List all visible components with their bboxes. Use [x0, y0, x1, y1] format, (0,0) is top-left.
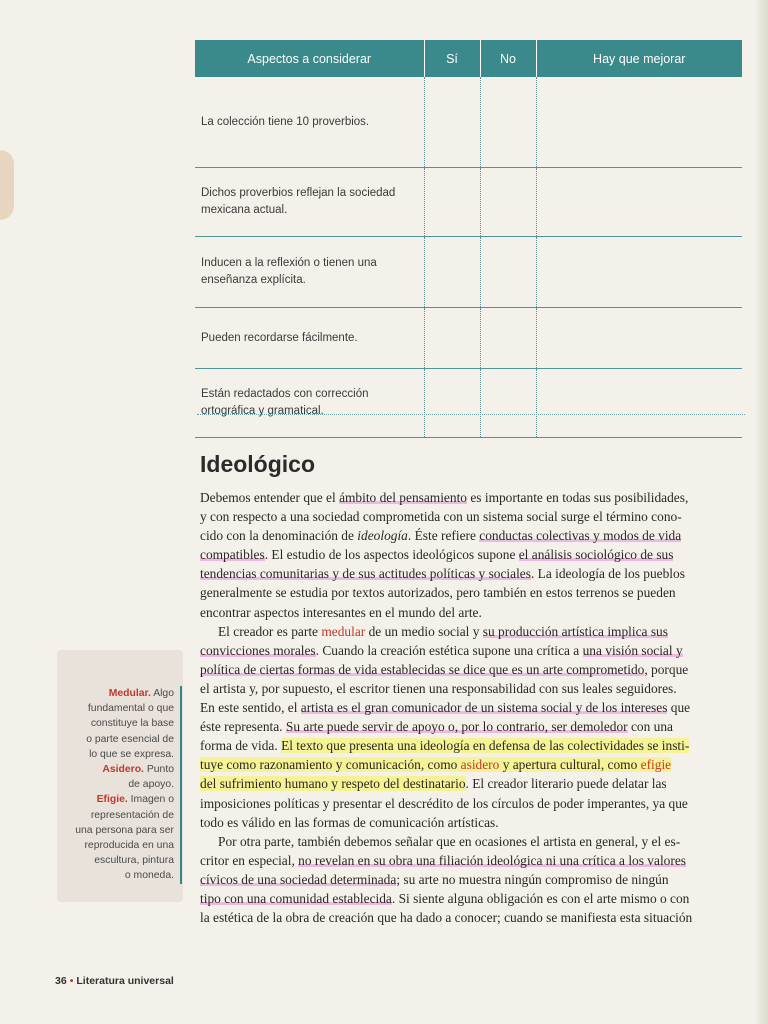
highlighted-text: el análisis sociológico de sus	[518, 547, 674, 563]
text-run: . El estudio de los aspectos ideológicos supone	[264, 547, 519, 563]
yes-cell[interactable]	[424, 369, 480, 438]
text-run: . Cuando la creación estética supone una crítica a	[315, 642, 583, 658]
text-run: de un medio social y	[365, 623, 483, 639]
text-run: forma de vida.	[200, 738, 282, 754]
highlighted-text: ámbito del pensamiento	[339, 490, 467, 505]
text-line	[200, 794, 752, 813]
highlighted-text: tuye como razonamiento y comunicación, como	[200, 757, 461, 773]
text-line	[200, 603, 752, 622]
body-text	[200, 488, 752, 927]
text-line	[200, 488, 752, 507]
highlighted-text: del sufrimiento humano y respeto del destinatario	[200, 776, 466, 792]
text-line	[200, 583, 752, 602]
text-run: con una	[627, 719, 673, 735]
text-run: que	[667, 700, 691, 716]
glossary-link[interactable]: asidero	[460, 757, 500, 773]
glossary-link[interactable]: medular	[321, 623, 366, 639]
highlighted-text: política de ciertas formas de vida establecidas se dice que es un	[200, 661, 543, 677]
text-run: . La ideología de los pueblos	[530, 566, 685, 582]
text-line	[200, 545, 752, 564]
text-run: generalmente se estudia por textos autorizados, pero también en estos terrenos se pueden	[200, 585, 676, 601]
page-footer	[55, 975, 174, 987]
text-run: todo es válido en las formas de comunicación artísticas.	[200, 814, 499, 830]
text-line	[200, 832, 752, 851]
text-run: es importante en todas sus posibilidades,	[467, 490, 689, 505]
glossary-entry-asidero	[62, 762, 174, 792]
highlighted-text: El texto que presenta una ideología en defensa de las colectividades se insti-	[281, 738, 690, 754]
text-run: Por otra parte, también debemos señalar que en ocasiones el artista en general, y el es-	[218, 833, 681, 849]
glossary-def: escultura, pintura	[94, 855, 174, 867]
footer-bullet: •	[69, 975, 74, 987]
text-run: la estética de la obra de creación que ha dado a conocer; cuando se manifiesta esta situación	[200, 910, 693, 926]
highlighted-text: artista es el gran comunicador de un sistema social y de los intereses	[300, 700, 668, 716]
aspect-text-line: enseñanza explícita.	[201, 274, 306, 286]
improve-cell[interactable]	[536, 369, 742, 438]
header-no: No	[480, 40, 536, 77]
text-run: critor en especial,	[200, 852, 299, 868]
table-row	[195, 237, 742, 308]
text-line	[200, 641, 752, 660]
improve-cell[interactable]	[536, 168, 742, 237]
section-title: Ideológico	[200, 451, 315, 477]
text-run: imposiciones políticas y presentar el descrédito de los círculos de poder imperantes, ya que	[200, 795, 688, 811]
text-line	[200, 755, 752, 774]
yes-cell[interactable]	[424, 77, 480, 168]
text-run: En este sentido, el	[200, 700, 301, 716]
glossary-def: reproducida en una	[84, 840, 174, 852]
glossary-def: una persona para ser	[75, 824, 174, 836]
glossary-entry-efigie	[62, 792, 174, 883]
text-line	[200, 717, 752, 736]
no-cell[interactable]	[480, 77, 536, 168]
text-line	[200, 908, 752, 927]
text-line	[200, 813, 752, 832]
header-yes: Sí	[424, 40, 480, 77]
aspect-text-line: Inducen a la reflexión o tienen una	[201, 257, 377, 269]
glossary-def: representación de	[90, 809, 174, 821]
aspect-text-line: mexicana actual.	[201, 204, 288, 216]
no-cell[interactable]	[480, 237, 536, 308]
aspect-text-line: Están redactados con corrección	[201, 388, 369, 400]
text-line	[200, 870, 752, 889]
text-line	[200, 526, 752, 545]
text-run: éste representa.	[200, 719, 286, 735]
text-run: encontrar aspectos interesantes en el mundo del arte.	[200, 604, 482, 620]
table-header-row	[195, 40, 742, 77]
text-line	[200, 698, 752, 717]
highlighted-text: y apertura cultural, como	[499, 757, 641, 773]
table-row	[195, 168, 742, 237]
glossary-def: Imagen o	[127, 794, 174, 806]
yes-cell[interactable]	[424, 237, 480, 308]
highlighted-text: compatibles	[200, 547, 265, 563]
book-title: Literatura universal	[76, 975, 174, 987]
aspect-text: Pueden recordarse fácilmente.	[201, 331, 358, 344]
aspect-cell	[195, 308, 424, 369]
text-line	[200, 564, 752, 583]
highlighted-text: cívicos de una sociedad determinada	[200, 871, 397, 887]
text-line	[200, 851, 752, 870]
highlighted-text: tendencias comunitarias y de sus actitudes políticas y sociales	[200, 566, 531, 582]
highlighted-text: su producción artística implica sus	[482, 623, 668, 639]
page-edge	[754, 0, 768, 1024]
highlighted-text: Su arte puede servir de apoyo o, por lo contrario, ser demoledor	[285, 719, 628, 735]
checklist-table	[195, 40, 742, 438]
page-stain	[0, 150, 14, 220]
glossary-def: de apoyo.	[128, 779, 174, 791]
improve-cell[interactable]	[536, 237, 742, 308]
yes-cell[interactable]	[424, 168, 480, 237]
highlighted-text: no revelan en su obra una filiación ideológica ni una crítica a los valores	[298, 852, 686, 868]
italic-term: ideología	[357, 528, 408, 544]
glossary-term: Medular.	[108, 688, 151, 699]
text-line	[200, 660, 752, 679]
text-run: cido con la denominación de	[200, 528, 358, 544]
aspect-cell	[195, 237, 424, 308]
glossary-def: Algo	[150, 688, 174, 699]
glossary-link[interactable]: efigie	[640, 757, 672, 773]
text-run: y con respecto a una sociedad comprometida con un sistema social surge el término cono-	[200, 509, 682, 525]
glossary-term: Asidero.	[102, 764, 144, 776]
text-run: el artista y, por supuesto, el escritor tienen una responsabilidad con sus leales seguidores.	[200, 680, 677, 696]
no-cell[interactable]	[480, 168, 536, 237]
table-row	[195, 369, 742, 438]
text-line	[200, 622, 752, 641]
glossary-entry-medular	[62, 686, 174, 762]
yes-cell[interactable]	[424, 308, 480, 369]
improve-cell[interactable]	[536, 77, 742, 168]
table-divider	[197, 414, 745, 415]
text-line	[200, 736, 752, 755]
text-run: , porque	[644, 661, 689, 677]
text-line	[200, 679, 752, 698]
glossary-def: fundamental o que	[87, 703, 174, 715]
aspect-cell	[195, 369, 424, 438]
text-run: Debemos entender que el	[200, 490, 340, 505]
text-run: El creador es parte	[218, 623, 322, 639]
aspect-text: La colección tiene 10 proverbios.	[201, 115, 370, 128]
no-cell[interactable]	[480, 308, 536, 369]
aspect-text-line: Dichos proverbios reflejan la sociedad	[201, 187, 396, 199]
glossary-def: o moneda.	[124, 870, 174, 882]
highlighted-text: arte comprometido	[542, 661, 645, 677]
highlighted-text: conductas colectivas y modos de vida	[479, 528, 682, 544]
header-improve: Hay que mejorar	[536, 40, 742, 77]
glossary-def: Punto	[143, 764, 174, 776]
page-number: 36	[55, 975, 67, 987]
text-run: . Éste refiere	[407, 528, 480, 544]
text-run: ; su arte no muestra ningún compromiso de ningún	[396, 871, 669, 887]
glossary-term: Efigie.	[96, 794, 128, 806]
glossary-def: constituye la base	[90, 718, 174, 730]
highlighted-text: tipo con una comunidad establecida	[200, 890, 392, 906]
aspect-text-line: ortográfica y gramatical.	[201, 405, 324, 417]
table-row	[195, 77, 742, 168]
glossary-def: o parte esencial de	[86, 733, 174, 745]
text-line	[200, 889, 752, 908]
aspect-cell	[195, 168, 424, 237]
text-run: . Si siente alguna obligación es con el arte mismo o con	[391, 890, 690, 906]
text-run: . El creador literario puede delatar las	[465, 776, 667, 792]
text-line	[200, 774, 752, 793]
no-cell[interactable]	[480, 369, 536, 438]
text-line	[200, 507, 752, 526]
aspect-cell	[195, 77, 424, 168]
highlighted-text: una visión social y	[582, 642, 683, 658]
header-aspects: Aspectos a considerar	[195, 40, 424, 77]
glossary-def: lo que se expresa.	[89, 748, 174, 760]
highlighted-text: convicciones morales	[200, 642, 316, 658]
table-row	[195, 308, 742, 369]
glossary-sidebar	[62, 686, 182, 884]
improve-cell[interactable]	[536, 308, 742, 369]
